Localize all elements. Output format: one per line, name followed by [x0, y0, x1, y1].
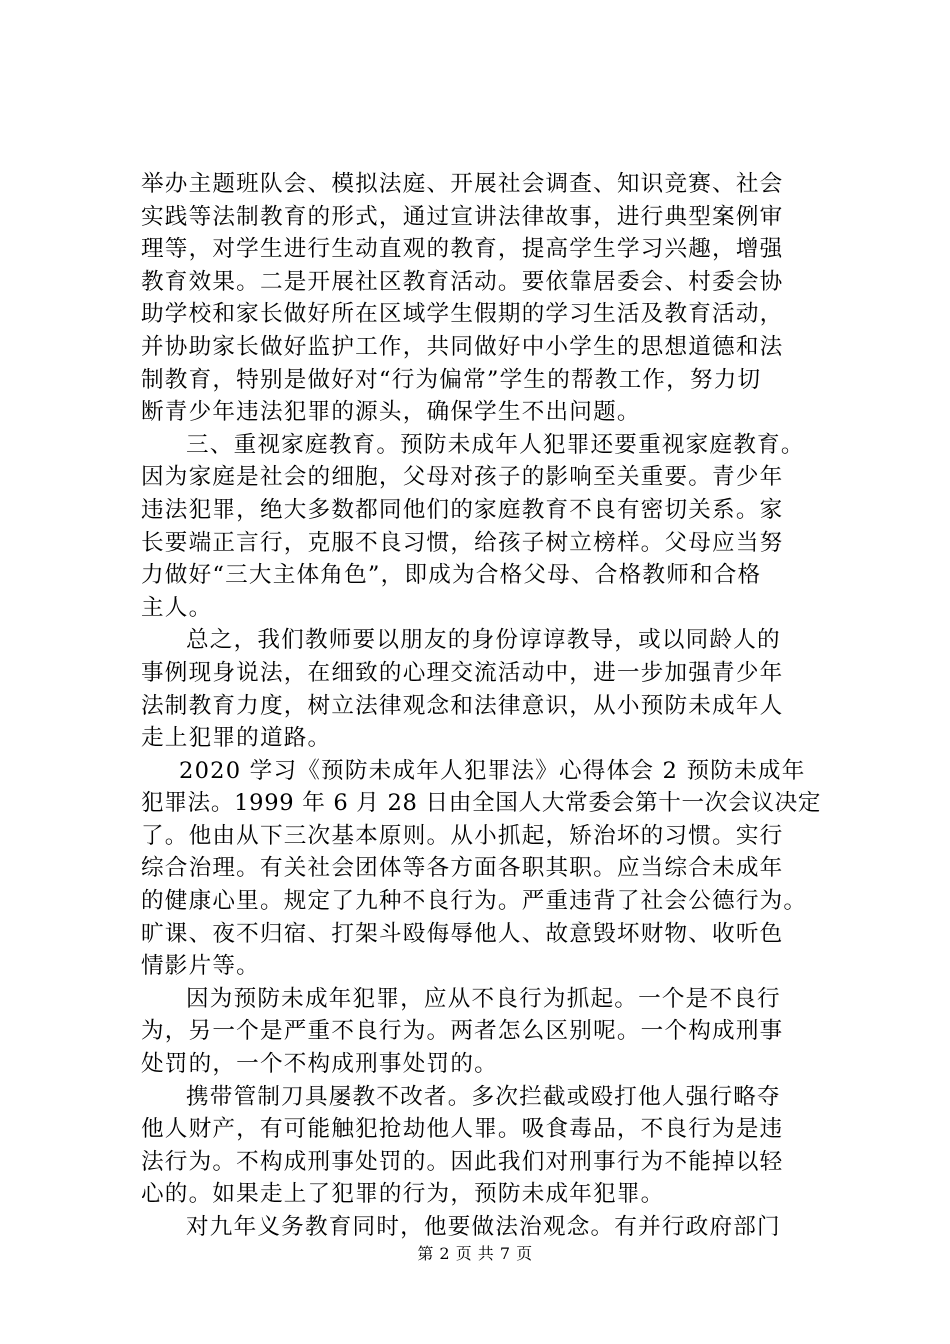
text-line: 助学校和家长做好所在区域学生假期的学习生活及教育活动， [141, 301, 784, 328]
text-line: 实践等法制教育的形式，通过宣讲法律故事，进行典型案例审 [141, 203, 784, 230]
text-line: 力做好“三大主体角色”，即成为合格父母、合格教师和合格 [141, 562, 762, 589]
text-line: 举办主题班队会、模拟法庭、开展社会调查、知识竞赛、社会 [141, 171, 784, 197]
paragraph-start-line: 总之，我们教师要以朋友的身份谆谆教导，或以同龄人的 [186, 627, 781, 654]
text-line: 心的。如果走上了犯罪的行为，预防未成年犯罪。 [141, 1181, 665, 1208]
paragraph-start-line: 三、重视家庭教育。预防未成年人犯罪还要重视家庭教育。 [186, 431, 805, 458]
text-line: 处罚的，一个不构成刑事处罚的。 [141, 1051, 498, 1078]
text-line: 他人财产，有可能触犯抢劫他人罪。吸食毒品，不良行为是违 [141, 1116, 784, 1143]
text-line: 教育效果。二是开展社区教育活动。要依靠居委会、村委会协 [141, 268, 784, 295]
text-line: 旷课、夜不归宿、打架斗殴侮辱他人、故意毁坏财物、收听色 [141, 920, 784, 947]
text-line: 长要端正言行，克服不良习惯，给孩子树立榜样。父母应当努 [141, 529, 784, 556]
text-line: 主人。 [141, 594, 213, 621]
page-number-footer: 第 2 页 共 7 页 [417, 1244, 533, 1263]
text-line: 综合治理。有关社会团体等各方面各职其职。应当综合未成年 [141, 855, 784, 882]
text-line: 制教育，特别是做好对“行为偏常”学生的帮教工作，努力切 [141, 366, 762, 393]
text-line: 断青少年违法犯罪的源头，确保学生不出问题。 [141, 399, 641, 426]
text-line: 法制教育力度，树立法律观念和法律意识，从小预防未成年人 [141, 692, 784, 719]
paragraph-start-line: 携带管制刀具屡教不改者。多次拦截或殴打他人强行略夺 [186, 1083, 781, 1110]
text-line: 并协助家长做好监护工作，共同做好中小学生的思想道德和法 [141, 333, 784, 360]
paragraph-start-line: 因为预防未成年犯罪，应从不良行为抓起。一个是不良行 [186, 985, 781, 1012]
text-line: 为，另一个是严重不良行为。两者怎么区别呢。一个构成刑事 [141, 1018, 784, 1045]
text-line: 情影片等。 [141, 953, 260, 980]
paragraph-start-line: 2020 学习《预防未成年人犯罪法》心得体会 2 预防未成年 [179, 757, 806, 784]
text-line: 犯罪法。1999 年 6 月 28 日由全国人大常委会第十一次会议决定 [141, 790, 822, 817]
document-body [141, 168, 821, 1244]
text-line: 法行为。不构成刑事处罚的。因此我们对刑事行为不能掉以轻 [141, 1148, 784, 1175]
text-line: 理等，对学生进行生动直观的教育，提高学生学习兴趣，增强 [141, 236, 784, 263]
text-line: 事例现身说法，在细致的心理交流活动中，进一步加强青少年 [141, 659, 784, 686]
paragraph-start-line: 对九年义务教育同时，他要做法治观念。有并行政府部门 [186, 1214, 781, 1240]
text-line: 的健康心里。规定了九种不良行为。严重违背了社会公德行为。 [141, 888, 808, 915]
text-line: 违法犯罪，绝大多数都同他们的家庭教育不良有密切关系。家 [141, 496, 784, 523]
text-line: 走上犯罪的道路。 [141, 725, 332, 752]
text-line: 因为家庭是社会的细胞，父母对孩子的影响至关重要。青少年 [141, 464, 784, 491]
text-line: 了。他由从下三次基本原则。从小抓起，矫治坏的习惯。实行 [141, 822, 784, 849]
